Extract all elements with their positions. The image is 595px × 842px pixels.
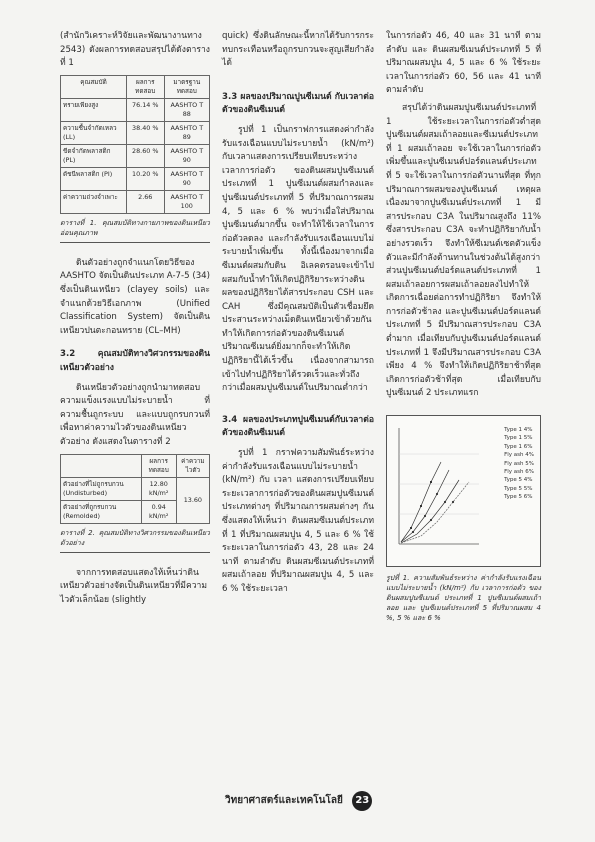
table-cell: 76.14 % <box>126 98 164 121</box>
legend-entry: Type 1 6% <box>504 443 533 450</box>
section-heading: 3.4 ผลของประเภทปูนซีเมนต์กับเวลาต่อตัวของดินซีเมนต์ <box>222 414 374 439</box>
table-cell: ขีดจำกัดพลาสติก (PL) <box>61 144 127 167</box>
legend-entry: Fly ash 4% <box>504 452 534 459</box>
legend-entry: Type 5 4% <box>504 477 533 484</box>
table-cell: 10.20 % <box>126 167 164 190</box>
table-header: คุณสมบัติ <box>61 75 127 98</box>
table-header: มาตรฐานทดสอบ <box>164 75 209 98</box>
paragraph: สรุปได้ว่าดินผสมปูนซีเมนต์ประเภทที่ 1 ใช้ระยะเวลาในการก่อตัวต่ำสุด ปูนซีเมนต์ผสมเถ้าลอยและซีเมนต์ประเภทที่ 1 ผสมเถ้าลอย จะใช้เวลาในการก่อตัวเพิ่มขึ้นและปูนซีเมนต์ปอร์ตแลนด์ประเภทที่ 5 จะใช้เวลาในการก่อตัวนานที่สุด ที่ทุกปริมาณการผสมของปูนซีเมนต์ เหตุผลเนื่องมาจากปูนซีเมนต์ประเภทที่ 1 มีสารประกอบ C3A ในปริมาณสูงถึง 11% ซึ่งสารประกอบ C3A จะทำปฏิกิริยากับน้ำอย่างรวดเร็ว จึงทำให้ซีเมนต์เซตตัวแข็งตัวและมีกำลังต้านทานในช่วงต้นได้สูงกว่า ส่วนปูนซีเมนต์ปอร์ตแลนด์ประเภทที่ 1 ผสมเถ้าลอยการผสมเถ้าลอยลงไปทำให้เกิดการเฉื่อยต่อการทำปฏิกิริยา จึงทำให้การก่อตัวช้าลง และปูนซีเมนต์ปอร์ตแลนด์ประเภทที่ 5 มีปริมาณสารประกอบ C3A ต่ำมาก เมื่อเทียบกับปูนซีเมนต์ปอร์ตแลนด์ประเภทที่ 1 จึงมีปริมาณสารประกอบ C3A เพียง 4 % จึงทำให้เกิดปฏิกิริยาช้าที่สุด เกิดการก่อตัวช้าที่สุด เมื่อเทียบกับปูนซีเมนต์ 2 ประเภทแรก <box>386 102 541 399</box>
journal-name: วิทยาศาสตร์และเทคโนโลยี <box>225 795 343 806</box>
paragraph: รูปที่ 1 เป็นกราฟการแสดงค่ากำลังรับแรงเฉือนแบบไม่ระบายน้ำ (kN/m²) กับเวลาแสดงการเปรียบเทียบระหว่างเวลาการก่อตัว ของดินผสมปูนซีเมนต์ประเภทที่ 1 ปูนซีเมนต์ผสมกำลงและปูนซีเมนต์ประเภทที่ 5 ที่ปริมาณการผสม 4, 5 และ 6 % พบว่าเมื่อใส่ปริมาณปูนซีเมนต์มากขึ้น จะทำให้ใช้เวลาในการก่อตัวลดลง และกำลังรับแรงเฉือนแบบไม่ระบายน้ำเพิ่มขึ้น ทั้งนี้เนื่องมาจากเมื่อซีเมนต์ผสมกับดิน อิเลคตรอนจะเข้าไปผสมกับน้ำทำให้เกิดปฏิกิริยาระหว่างดิน ผลของปฏิกิริยาได้สารประกอบ CSH และ CAH ซึ่งมีคุณสมบัติเป็นตัวเชื่อมยึดประสานระหว่างเม็ดดินเหนียวเข้าด้วยกัน ทำให้เกิดการก่อตัวของดินซีเมนต์ ปริมาณซีเมนต์ยิ่งมากก็จะทำให้เกิดปฏิกิริยานี้ได้เร็วขึ้น เนื่องจากสามารถเข้าไปทำปฏิกิริยาได้รวดเร็วและทั่วถึงกว่าเมื่อผสมปูนซีเมนต์ในปริมาณต่ำกว่า <box>222 124 374 394</box>
figure-1 <box>386 415 541 567</box>
table-row <box>61 144 210 167</box>
table-cell: ทรายเพียงสูง <box>61 98 127 121</box>
table-cell: ตัวอย่างที่ไม่ถูกรบกวน (Undisturbed) <box>61 477 142 500</box>
table-2 <box>60 454 210 524</box>
table-cell: 0.94 kN/m² <box>141 500 176 523</box>
section-heading: 3.2 คุณสมบัติทางวิศวกรรมของดินเหนียวตัวอย่าง <box>60 349 210 373</box>
table-header: ค่าความไวตัว <box>176 454 209 477</box>
paragraph: ในการก่อตัว 46, 40 และ 31 นาที ตามลำดับ และ ดินผสมซีเมนต์ประเภทที่ 5 ที่ปริมาณผสมปูน 4, 5 และ 6 % ใช้ระยะเวลาในการก่อตัว 60, 56 และ 41 นาที ตามลำดับ <box>386 31 541 96</box>
paragraph: (สำนักวิเคราะห์วิจัยและพัฒนางานทาง 2543) ดังผลการทดสอบสรุปได้ดังตารางที่ 1 <box>60 31 210 69</box>
column-1 <box>60 30 210 611</box>
table-header <box>61 454 142 477</box>
paragraph: ดินตัวอย่างถูกจำแนกโดยวิธีของ AASHTO จัดเป็นดินประเภท A-7-5 (34) ซึ่งเป็นดินเหนียว (clayey soils) และจำแนกด้วยวิธีเอกภาพ (Unified Classification System) จัดเป็นดินเหนียวปนตะกอนทราย (CL–MH) <box>60 257 210 336</box>
page-footer <box>225 791 372 811</box>
table-cell: 28.60 % <box>126 144 164 167</box>
table-row <box>61 477 210 500</box>
table-header: ผลการทดสอบ <box>141 454 176 477</box>
table-row <box>61 167 210 190</box>
table-cell: ดัชนีพลาสติก (PI) <box>61 167 127 190</box>
table-1-caption: ตารางที่ 1. คุณสมบัติทางกายภาพของดินเหนียวอ่อนคุณภาพ <box>60 218 210 243</box>
table-cell: 2.66 <box>126 190 164 213</box>
legend-entry: Type 1 5% <box>504 435 533 442</box>
table-1 <box>60 75 210 214</box>
table-cell: AASHTO T 88 <box>164 98 209 121</box>
page-number: 23 <box>352 791 372 811</box>
legend-entry: Fly ash 5% <box>504 460 534 467</box>
figure-1-plot <box>391 424 481 554</box>
paragraph: ดินเหนียวตัวอย่างถูกนำมาทดสอบความแข็งแรงแบบไม่ระบายน้ำ ที่ความชื้นถูกระบบ และแบบถูกรบกวนที่เพื่อหาค่าความไวตัวของดินเหนียวตัวอย่าง ดังแสดงในตารางที่ 2 <box>60 382 210 447</box>
legend-entry: Fly ash 6% <box>504 469 534 476</box>
paragraph: จากการทดสอบแสดงให้เห็นว่าดินเหนียวตัวอย่างจัดเป็นดินเหนียวที่มีความไวตัวเล็กน้อย (slightly <box>60 567 208 605</box>
table-cell: 13.60 <box>176 477 209 523</box>
paragraph: รูปที่ 1 กราฟความสัมพันธ์ระหว่าง ค่ากำลังรับแรงเฉือนแบบไม่ระบายน้ำ (kN/m²) กับ เวลา แสดงการเปรียบเทียบระยะเวลาการก่อตัวของดินผสมปูนซีเมนต์ ประเภทต่างๆ ที่ปริมาณการผสมต่างๆ กัน ซึ่งแสดงให้เห็นว่า ดินผสมซีเมนต์ประเภทที่ 1 ที่ปริมาณผสมปูน 4, 5 และ 6 % ใช้ระยะเวลาในการก่อตัว 43, 28 และ 24 นาที ตามลำดับ ดินผสมซีเมนต์ประเภทที่ผสมเถ้าลอย ที่ปริมาณผสมปูน 4, 5 และ 6 % ใช้ระยะเวลา <box>222 448 375 594</box>
column-3 <box>386 30 541 641</box>
table-cell: ค่าความถ่วงจำเพาะ <box>61 190 127 213</box>
table-cell: AASHTO T 90 <box>164 167 209 190</box>
table-row <box>61 98 210 121</box>
paragraph: quick) ซึ่งดินลักษณะนี้หากได้รับการกระทบกระเทือนหรือถูกรบกวนจะสูญเสียกำลังได้ <box>222 31 374 69</box>
table-cell: 12.80 kN/m² <box>141 477 176 500</box>
legend-entry: Type 1 4% <box>504 427 533 434</box>
table-2-caption: ตารางที่ 2. คุณสมบัติทางวิศวกรรมของดินเหนียวตัวอย่าง <box>60 528 210 553</box>
section-heading: 3.3 ผลของปริมาณปูนซีเมนต์ กับเวลาต่อตัวของดินซีเมนต์ <box>222 91 374 116</box>
table-cell: AASHTO T 90 <box>164 144 209 167</box>
table-cell: 38.40 % <box>126 121 164 144</box>
table-header: ผลการทดสอบ <box>126 75 164 98</box>
legend-entry: Type 5 6% <box>504 494 533 501</box>
table-row <box>61 190 210 213</box>
table-cell: AASHTO T 100 <box>164 190 209 213</box>
legend-entry: Type 5 5% <box>504 485 533 492</box>
table-cell: ตัวอย่างที่ถูกรบกวน (Remolded) <box>61 500 142 523</box>
table-cell: ความชื้นจำกัดเหลว (LL) <box>61 121 127 144</box>
table-cell: AASHTO T 89 <box>164 121 209 144</box>
table-row <box>61 121 210 144</box>
figure-1-legend <box>504 426 534 502</box>
figure-1-caption: รูปที่ 1. ความสัมพันธ์ระหว่าง ค่ากำลังรับแรงเฉือนแบบไม่ระบายน้ำ (kN/m²) กับ เวลาการก่อตัว ของดินผสมปูนซีเมนต์ ประเภทที่ 1 ปูนซีเมนต์ผสมเถ้าลอย และ ปูนซีเมนต์ประเภทที่ 5 ที่ปริมาณผสม 4 %, 5 % และ 6 % <box>386 574 541 623</box>
column-2 <box>222 30 374 601</box>
